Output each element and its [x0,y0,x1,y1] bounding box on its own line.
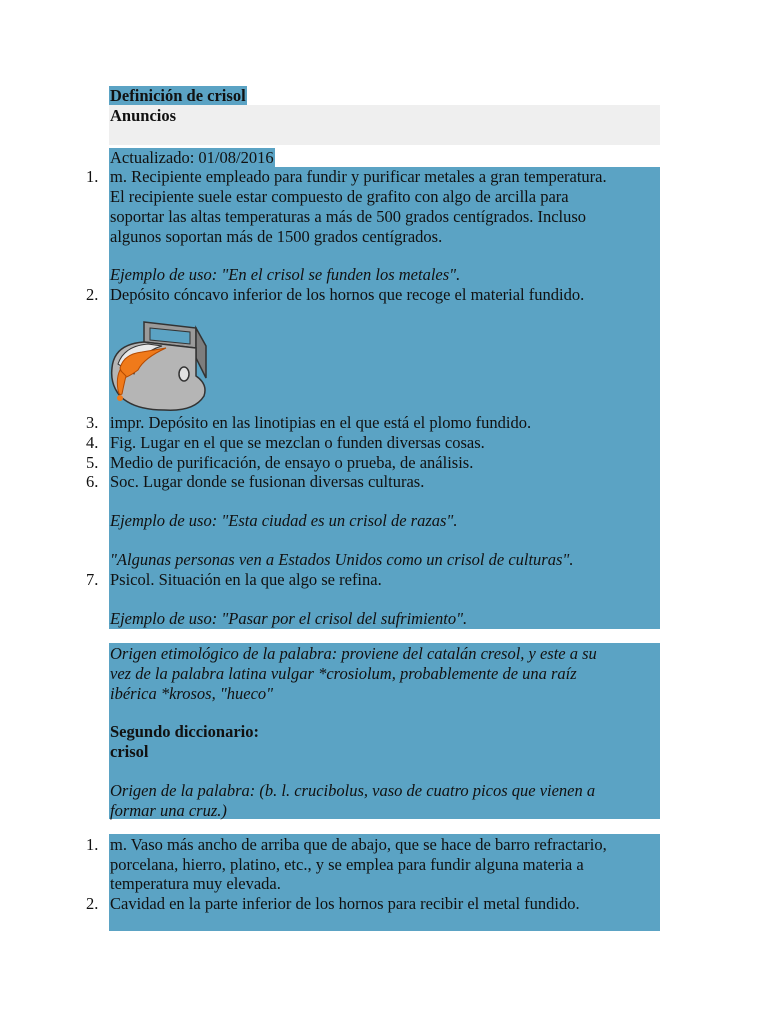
usage-example: Ejemplo de uso: "En el crisol se funden los metales". [110,265,461,284]
second-dictionary-title: Segundo diccionario: [110,722,259,741]
list-number: 1. [86,835,99,854]
etymology-line: Origen etimológico de la palabra: proviene del catalán cresol, y este a su [110,644,597,663]
definition-line: Psicol. Situación en la que algo se refina. [110,570,382,589]
definition-line: m. Recipiente empleado para fundir y purificar metales a gran temperatura. [110,167,607,186]
list-number: 2. [86,285,99,304]
ads-label: Anuncios [110,106,177,125]
definition-line: El recipiente suele estar compuesto de grafito con algo de arcilla para [110,187,569,206]
list-number: 3. [86,413,99,432]
list-number: 7. [86,570,99,589]
definition-line: Medio de purificación, de ensayo o prueba, de análisis. [110,453,474,472]
etymology-line: ibérica *krosos, "hueco" [110,684,274,703]
updated-date: Actualizado: 01/08/2016 [110,148,274,167]
definition-line: Soc. Lugar donde se fusionan diversas culturas. [110,472,425,491]
second-origin-line: formar una cruz.) [110,801,227,820]
page-title: Definición de crisol [110,86,246,105]
list-number: 5. [86,453,99,472]
definition-line: Fig. Lugar en el que se mezclan o funden diversas cosas. [110,433,485,452]
definition-line: Depósito cóncavo inferior de los hornos que recoge el material fundido. [110,285,585,304]
definition-line: porcelana, hierro, platino, etc., y se emplea para fundir alguna materia a [110,855,584,874]
definition-line: m. Vaso más ancho de arriba que de abajo, que se hace de barro refractario, [110,835,607,854]
definition-line: temperatura muy elevada. [110,874,281,893]
etymology-line: vez de la palabra latina vulgar *crosiolum, probablemente de una raíz [110,664,577,683]
definition-line: algunos soportan más de 1500 grados centígrados. [110,227,443,246]
list-number: 4. [86,433,99,452]
list-number: 1. [86,167,99,186]
definition-line: Cavidad en la parte inferior de los hornos para recibir el metal fundido. [110,894,580,913]
definition-line: soportar las altas temperaturas a más de 500 grados centígrados. Incluso [110,207,587,226]
second-dictionary-word: crisol [110,742,149,761]
crucible-illustration [104,318,214,416]
definition-line: impr. Depósito en las linotipias en el que está el plomo fundido. [110,413,532,432]
usage-example: Ejemplo de uso: "Esta ciudad es un crisol de razas". [110,511,458,530]
list-number: 2. [86,894,99,913]
ads-box [109,105,660,145]
list-number: 6. [86,472,99,491]
usage-example: Ejemplo de uso: "Pasar por el crisol del sufrimiento". [110,609,468,628]
second-origin-line: Origen de la palabra: (b. l. crucibolus, vaso de cuatro picos que vienen a [110,781,596,800]
usage-example: "Algunas personas ven a Estados Unidos como un crisol de culturas". [110,550,574,569]
